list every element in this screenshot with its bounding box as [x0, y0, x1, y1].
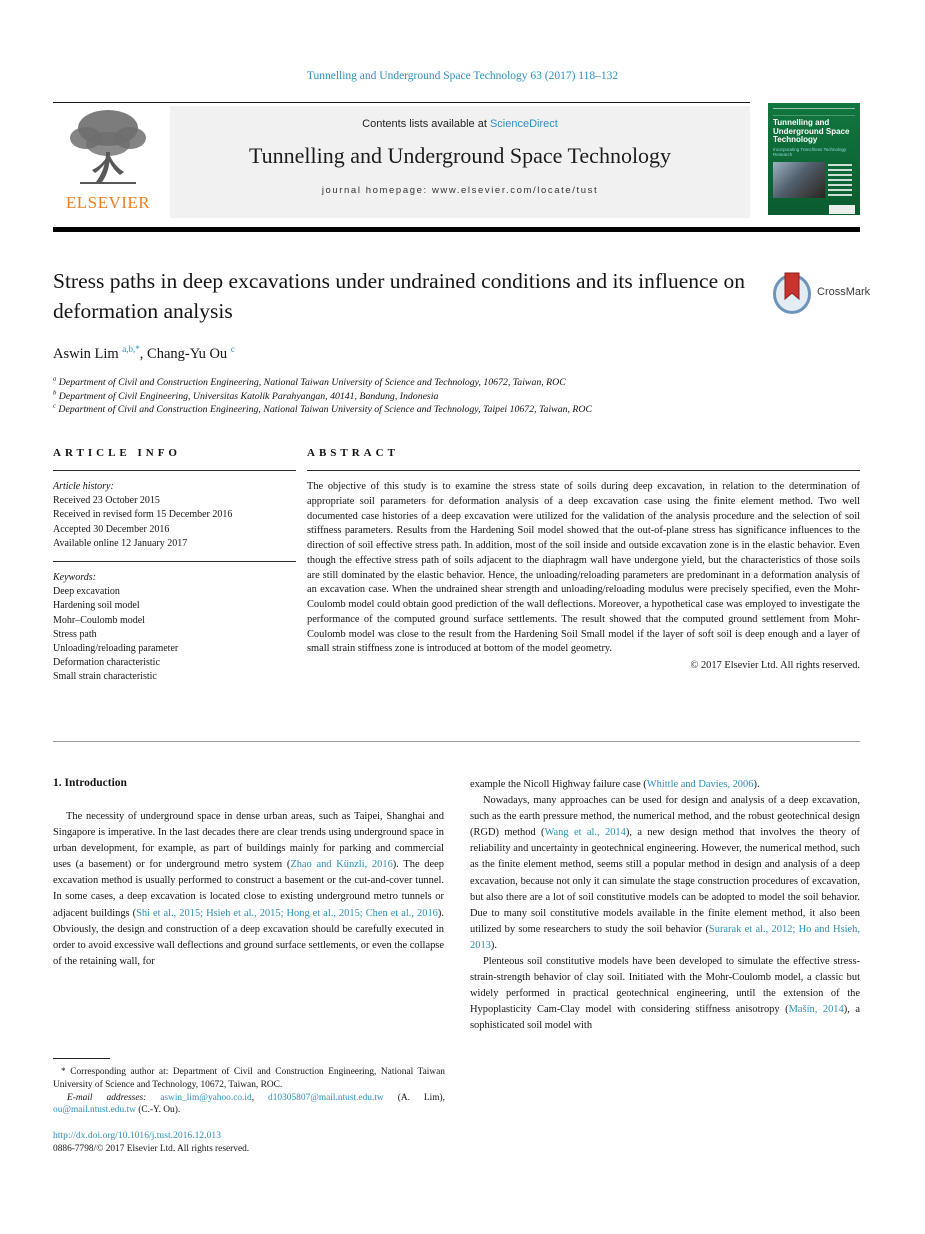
superscript-marker: c: [53, 402, 56, 410]
footnote-block: [53, 1058, 445, 1154]
superscript-marker: a: [53, 375, 57, 383]
keyword-item: Deep excavation: [53, 586, 120, 598]
keywords-rule: [53, 561, 296, 562]
history-label: Article history:: [53, 481, 114, 492]
affiliation-a: [53, 376, 813, 390]
article-info-heading: ARTICLE INFO: [53, 447, 181, 459]
affiliation-c: [53, 403, 813, 417]
intro-paragraph: [470, 777, 860, 793]
elsevier-tree-icon: [60, 106, 156, 188]
footnote-rule: [53, 1058, 110, 1059]
email-addresses-note: [53, 1092, 445, 1118]
author-line: [53, 346, 235, 363]
article-info-rule: [53, 470, 296, 471]
keywords-label: Keywords:: [53, 572, 96, 584]
inline-link[interactable]: ou@mail.ntust.edu.tw: [53, 1105, 136, 1116]
journal-name: Tunnelling and Underground Space Technology: [248, 143, 672, 168]
article-info-column: [53, 447, 296, 685]
journal-homepage: journal homepage: www.elsevier.com/locate/tust: [321, 185, 599, 196]
text-run: Department of Civil and Construction Engineering, National Taiwan University of Science and Technology, Taipei 10672, Taiwan, ROC: [55, 404, 592, 415]
body-column-left: [53, 772, 444, 1050]
inline-link[interactable]: Zhao and Künzli, 2016: [290, 859, 393, 871]
journal-citation: Tunnelling and Underground Space Technology 63 (2017) 118–132: [306, 70, 619, 82]
text-run: The necessity of underground space in dense urban areas, such as Taipei, Shanghai and Singapore is imperative. In the last decades there are clear trends using underground space in urban development, for example, as part of buildings mainly for parking and commercial uses (a basement) or for underground metro system (: [53, 811, 444, 871]
history-item: Received in revised form 15 December 2016: [53, 509, 233, 521]
inline-link[interactable]: d10305807@mail.ntust.edu.tw: [268, 1092, 384, 1103]
affiliations: [53, 376, 813, 417]
inline-link[interactable]: aswin_lim@yahoo.co.id: [160, 1092, 252, 1103]
elsevier-wordmark: ELSEVIER: [65, 193, 151, 212]
abstract-text: The objective of this study is to examine the stress state of soils during deep excavation, in relation to the determination of appropriate soil parameters for deformation analysis of a deep excavation case using the finite element method. Two well documented case histories of a deep excavation were utilized for the validation of the analysis procedure and the selection of soil stiffness parameters. Results from the Hardening Soil model showed that the out-of-plane stress has significance influences to the direction of soil effective stress path. In addition, most of the soil inside and outside excavation zone is in the elastic behavior. Even though the effective stress path of soils adjacent to the diaphragm wall have undergone yield, but the characteristics of those soils are still dominated by the elastic behavior. Hence, the unloading/reloading parameters are predominant in a deformation analysis of an excavation case. When the undrained shear strength and unloading/reloading modulus were precisely specified, even the Mohr-Coulomb model could obtain good prediction of the wall deflections. Moreover, a hypothetical case was employed to investigate the performance of the computed ground surface settlements. The result showed that the computed ground settlement from Mohr-Coulomb model was close to the result from the Hardening Soil Small model if the layer of soft soil is deep enough and a layer of small strain stiffness zone is introduced at bottom of the model geometry.: [307, 481, 860, 655]
body-column-right: [470, 772, 860, 1124]
inline-link[interactable]: Whittle and Davies, 2006: [646, 779, 754, 790]
text-run: ).: [490, 939, 497, 951]
inline-link[interactable]: Wang et al., 2014: [544, 827, 626, 839]
text-run: ). The deep excavation method is usually performed to construct a basement or the cut-and-cover tunnel. In some cases, a deep excavation is located close to existing underground metro tunnels or adjacent buildings (: [53, 859, 444, 919]
text-run: Department of Civil and Construction Engineering, National Taiwan University of Science and Technology, 10672, Taiwan, ROC: [56, 377, 566, 388]
text-run: Nowadays, many approaches can be used for design and analysis of a deep excavation, such as the earth pressure method, the numerical method, and the robust geotechnical design (RGD) method (: [470, 795, 860, 839]
history-item: Accepted 30 December 2016: [53, 523, 170, 535]
text-run: Department of Civil Engineering, Universitas Katolik Parahyangan, 40141, Bandung, Indonesia: [56, 390, 439, 402]
abstract-column: [307, 447, 860, 671]
keyword-item: Deformation characteristic: [53, 657, 160, 669]
keyword-item: Stress path: [53, 628, 97, 640]
keyword-item: Hardening soil model: [53, 600, 140, 612]
crossmark-icon: [772, 270, 812, 314]
keyword-item: Mohr–Coulomb model: [53, 614, 145, 626]
abstract-rule: [307, 470, 860, 471]
intro-paragraph: [470, 954, 860, 1034]
doi-link[interactable]: http://dx.doi.org/10.1016/j.tust.2016.12.013: [53, 1130, 221, 1142]
abstract-copyright: © 2017 Elsevier Ltd. All rights reserved.: [690, 660, 860, 671]
inline-link[interactable]: Surarak et al., 2012; Ho and Hsieh, 2013: [470, 923, 860, 951]
history-item: Received 23 October 2015: [53, 495, 160, 507]
text-run: Aswin Lim: [53, 346, 123, 362]
crossmark-label: CrossMark: [817, 286, 871, 298]
intro-paragraph: [53, 809, 444, 970]
text-run: * Corresponding author at: Department of Civil and Construction Engineering, National Taiwan University of Science and Technology, 10672, Taiwan, ROC.: [53, 1067, 445, 1090]
keyword-item: Unloading/reloading parameter: [53, 643, 179, 655]
text-run: E-mail addresses:: [67, 1092, 161, 1103]
journal-cover-thumbnail: [768, 103, 860, 215]
superscript-marker[interactable]: c: [230, 344, 235, 355]
crossmark-badge[interactable]: [772, 270, 872, 314]
cover-subtitle: Incorporating Trenchless Technology Research: [773, 146, 847, 157]
text-run: example the Nicoll Highway failure case (: [470, 779, 647, 790]
text-run: ).: [753, 779, 760, 790]
cover-footer-badge: [829, 205, 855, 214]
abstract-heading: ABSTRACT: [307, 447, 399, 459]
inline-link[interactable]: Shi et al., 2015; Hsieh et al., 2015; Hong et al., 2015; Chen et al., 2016: [136, 907, 438, 919]
intro-paragraph: [470, 793, 860, 954]
text-run: ), a sophisticated soil model with: [470, 1004, 860, 1032]
cover-photo: [773, 162, 825, 198]
text-run: (C.-Y. Ou).: [135, 1105, 181, 1116]
keyword-item: Small strain characteristic: [53, 671, 157, 683]
superscript-marker: b: [53, 389, 57, 397]
cover-title: Tunnelling and Underground Space Technology: [773, 118, 850, 144]
text-run: (A. Lim),: [383, 1092, 446, 1103]
corresponding-author-note: [53, 1066, 445, 1092]
text-run: ), a new design method that involves the theory of reliability and uncertainty in geotechnical engineering. However, the numerical method, such as the finite element method, seems still a popular method in design and analysis of a deep excavation, because not only it can simulate the stage construction procedures of excavation, but also there are a lot of soil constitutive models can be adopted to model the soil behavior. Due to many soil constitutive models available in the finite element method, it also been utilized by some researchers to study the soil behavior (: [470, 827, 860, 935]
journal-header-box: [170, 106, 750, 218]
header-divider-bar: [53, 227, 860, 232]
text-run: ). Obviously, the design and construction of a deep excavation should be carefully executed in order to avoid excessive wall deflections and ground surface settlements, or even the collapse of the retaining wall, for: [53, 907, 444, 967]
cover-masthead-lines: [773, 108, 855, 116]
text-run: Plenteous soil constitutive models have been developed to simulate the effective stress-strain-strength behavior of clay soil. Initiated with the Mohr-Coulomb model, a classic but widely performed in practical geotechnical engineering, until the extension of the Hypoplasticity Cam-Clay model with considering stiffness anisotropy (: [470, 956, 860, 1016]
header-top-rule: [53, 102, 750, 103]
cover-bullet-list: [828, 162, 855, 199]
section-heading-introduction: 1. Introduction: [53, 777, 127, 789]
contents-prefix: Contents lists available at: [362, 118, 490, 130]
elsevier-logo: [50, 106, 166, 213]
section-divider-rule: [53, 741, 860, 742]
affiliation-b: [53, 390, 813, 404]
text-run: ,: [251, 1092, 269, 1103]
sciencedirect-link[interactable]: ScienceDirect: [489, 118, 558, 130]
contents-line: [170, 106, 750, 130]
issn-copyright-line: 0886-7798/© 2017 Elsevier Ltd. All rights reserved.: [53, 1144, 250, 1155]
inline-link[interactable]: Mašín, 2014: [788, 1004, 844, 1016]
superscript-marker[interactable]: a,b,*: [122, 344, 140, 355]
text-run: , Chang-Yu Ou: [139, 346, 231, 362]
paper-title: Stress paths in deep excavations under undrained conditions and its influence on deformation analysis: [53, 269, 746, 323]
history-item: Available online 12 January 2017: [53, 537, 188, 549]
